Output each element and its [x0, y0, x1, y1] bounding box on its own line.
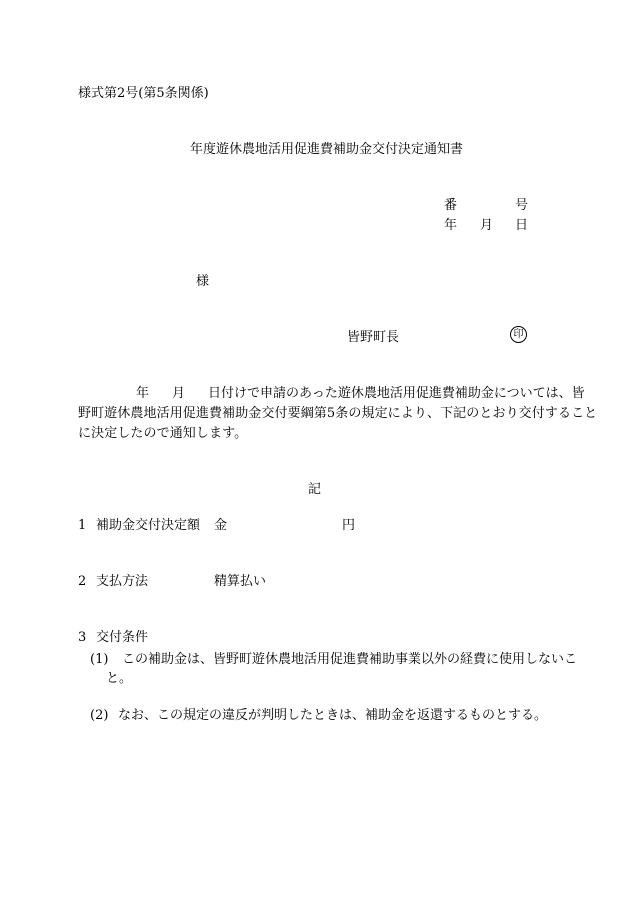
item-3-number: 3	[78, 630, 87, 645]
seal-stamp: 印	[510, 326, 527, 343]
condition-2-text: なお、この規定の違反が判明したときは、補助金を返還するものとする。	[118, 708, 548, 723]
item-2-number: 2	[78, 574, 87, 589]
body-month: 月	[172, 386, 186, 401]
item-2-label: 支払方法	[96, 574, 149, 589]
body-line-3: に決定したので通知します。	[78, 426, 248, 441]
condition-1-continuation: と。	[106, 671, 133, 686]
date-day: 日	[515, 218, 529, 233]
form-label: 様式第2号(第5条関係)	[78, 86, 209, 101]
item-1-yen: 円	[342, 518, 356, 533]
body-line-1: 日付けで申請のあった遊休農地活用促進費補助金については、皆	[208, 386, 585, 401]
ki-heading: 記	[308, 482, 322, 497]
item-1-kin: 金	[214, 518, 228, 533]
condition-1-text: この補助金は、皆野町遊休農地活用促進費補助事業以外の経費に使用しないこ	[122, 652, 578, 667]
item-3-label: 交付条件	[96, 630, 149, 645]
body-year: 年	[136, 386, 150, 401]
document-title: 年度遊休農地活用促進費補助金交付決定通知書	[190, 142, 464, 157]
condition-1-number: (1)	[90, 652, 109, 667]
item-1-number: 1	[78, 518, 87, 533]
bango-right: 号	[515, 198, 529, 213]
addressee-suffix: 様	[196, 274, 210, 289]
bango-left: 番	[444, 198, 458, 213]
body-line-2: 野町遊休農地活用促進費補助金交付要綱第5条の規定により、下記のとおり交付すること	[78, 406, 598, 421]
item-2-value: 精算払い	[214, 574, 267, 589]
item-1-label: 補助金交付決定額	[96, 518, 201, 533]
date-year: 年	[444, 218, 458, 233]
condition-2-number: (2)	[90, 708, 109, 723]
issuer-name: 皆野町長	[347, 330, 400, 345]
date-month: 月	[480, 218, 494, 233]
